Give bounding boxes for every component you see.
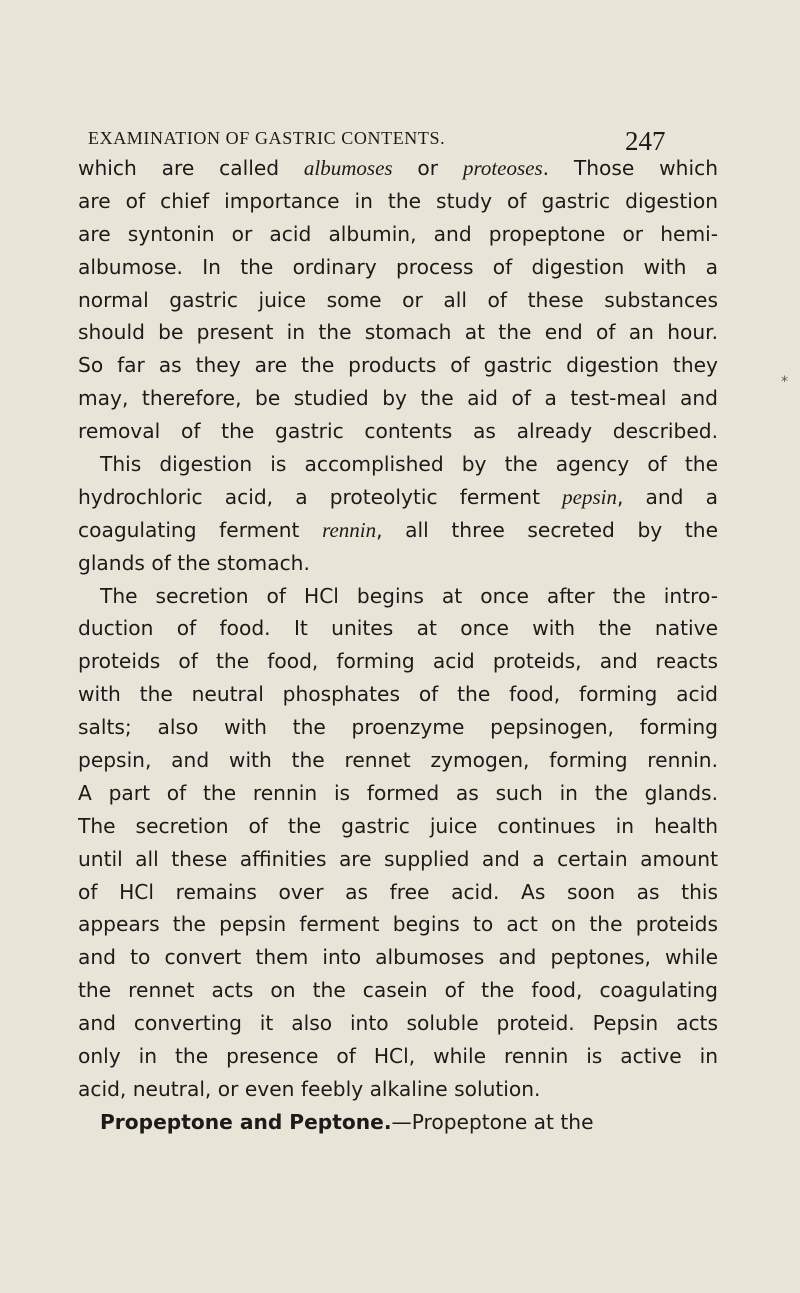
text-line-22: until all these affinities are supplied and a certain amount [78,846,718,871]
text-line-27: and converting it also into soluble proteid. Pepsin acts [78,1011,718,1036]
text-line-19: pepsin, and with the rennet zymogen, forming rennin. [78,748,718,773]
text-line-25: and to convert them into albumoses and peptones, while [78,945,718,970]
text-line-10: This digestion is accomplished by the agency of the [100,452,718,477]
text-line-14: The secretion of HCl begins at once after the intro- [100,583,718,608]
text-line-12: coagulating ferment rennin, all three secreted by the [78,517,718,542]
text-line-1: which are called albumoses or proteoses. Those which [78,156,718,180]
term-albumoses: albumoses [303,156,393,180]
text-line-15: duction of food. It unites at once with the native [78,616,718,641]
term-pepsin: pepsin [562,484,617,509]
page-number: 247 [625,126,666,156]
text-line-7: So far as they are the products of gastric digestion they [78,353,718,378]
text-line-6: should be present in the stomach at the end of an hour. [78,320,718,345]
text-line-9: removal of the gastric contents as already described. [78,419,718,444]
text-line-20: A part of the rennin is formed as such in the glands. [78,780,718,805]
text-line-17: with the neutral phosphates of the food, forming acid [78,682,718,707]
text-line-18: salts; also with the proenzyme pepsinogen, forming [78,715,718,740]
text-line-2: are of chief importance in the study of gastric digestion [78,188,718,213]
section-text: —Propeptone at the [391,1109,594,1134]
text-line-26: the rennet acts on the casein of the food, coagulating [78,978,718,1003]
text-line-28: only in the presence of HCl, while rennin is active in [78,1044,718,1069]
margin-mark: * [781,374,788,390]
text-line-13: glands of the stomach. [78,550,310,575]
term-proteoses: proteoses [462,156,543,180]
text-line-8: may, therefore, be studied by the aid of a test-meal and [78,386,718,411]
text-line-3: are syntonin or acid albumin, and propeptone or hemi- [78,221,718,246]
section-heading-line [78,1106,718,1139]
term-rennin: rennin [322,517,377,542]
text-line-24: appears the pepsin ferment begins to act on the proteids [78,912,718,937]
text-line-23: of HCl remains over as free acid. As soon as this [78,879,718,904]
text-line-29: acid, neutral, or even feebly alkaline solution. [78,1076,541,1101]
section-heading: Propeptone and Peptone. [100,1109,392,1134]
running-title: EXAMINATION OF GASTRIC CONTENTS. [88,128,446,148]
text-line-21: The secretion of the gastric juice continues in health [78,813,718,838]
text-line-5: normal gastric juice some or all of these substances [78,287,718,312]
body-text [78,152,718,1139]
text-line-4: albumose. In the ordinary process of digestion with a [78,254,718,279]
text-line-16: proteids of the food, forming acid proteids, and reacts [78,649,718,674]
text-line-11: hydrochloric acid, a proteolytic ferment pepsin, and a [78,484,718,509]
